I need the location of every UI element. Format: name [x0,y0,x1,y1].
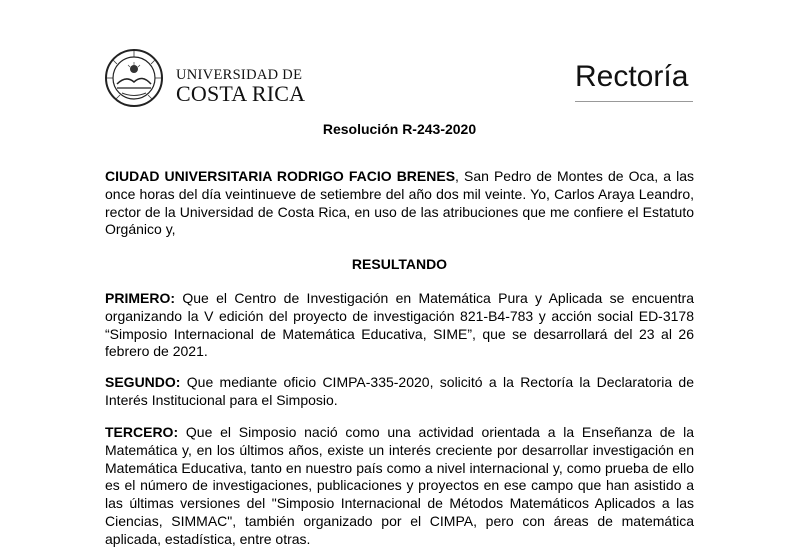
resolution-title: Resolución R-243-2020 [322,121,477,137]
clause-label: SEGUNDO: [105,374,181,390]
clause-segundo [105,374,694,410]
clause-label: TERCERO: [105,424,179,440]
clause-primero [105,290,694,361]
university-name-line2: COSTA RICA [176,81,306,106]
intro-lead: CIUDAD UNIVERSITARIA RODRIGO FACIO BRENES [105,168,456,184]
clause-text: Que el Centro de Investigación en Matemática Pura y Aplicada se encuentra organizando la V edición del proyecto de investigación 821-B4-783 y acción social ED-3178 “Simposio Internacional de Matemática Educativa, SIME”, que se desarrollará del 23 al 26 febrero de 2021. [105,290,694,360]
office-name: Rectoría [575,60,689,93]
letterhead [0,0,799,110]
header-rule [575,101,693,102]
clause-label: PRIMERO: [105,290,175,306]
university-name-line1: UNIVERSIDAD DE [176,67,303,83]
clause-tercero [105,424,694,549]
intro-paragraph [105,168,694,239]
clause-text: Que mediante oficio CIMPA-335-2020, solicitó a la Rectoría la Declaratoria de Interés Institucional para el Simposio. [105,374,694,408]
section-title: RESULTANDO [351,256,448,272]
clause-text: Que el Simposio nació como una actividad orientada a la Enseñanza de la Matemática y, en los últimos años, existe un interés creciente por desarrollar investigación en Matemática Educativa, tanto en nuestro país como a nivel internacional y, como prueba de ello es el número de investigaciones, publicaciones y proyectos en ese campo que han asistido a las últimas versiones del "Simposio Internacional de Métodos Matemáticos Aplicados a las Ciencias, SIMMAC", también organizado por el CIMPA, pero con áreas de matemática aplicada, estadística, entre otras. [105,424,694,547]
university-seal-icon [104,48,164,108]
intro-text: , San Pedro de Montes de Oca, a las once horas del día veintinueve de setiembre del año dos mil veinte. Yo, Carlos Araya Leandro, rector de la Universidad de Costa Rica, en uso de las atribuciones que me confiere el Estatuto Orgánico y, [105,168,694,238]
